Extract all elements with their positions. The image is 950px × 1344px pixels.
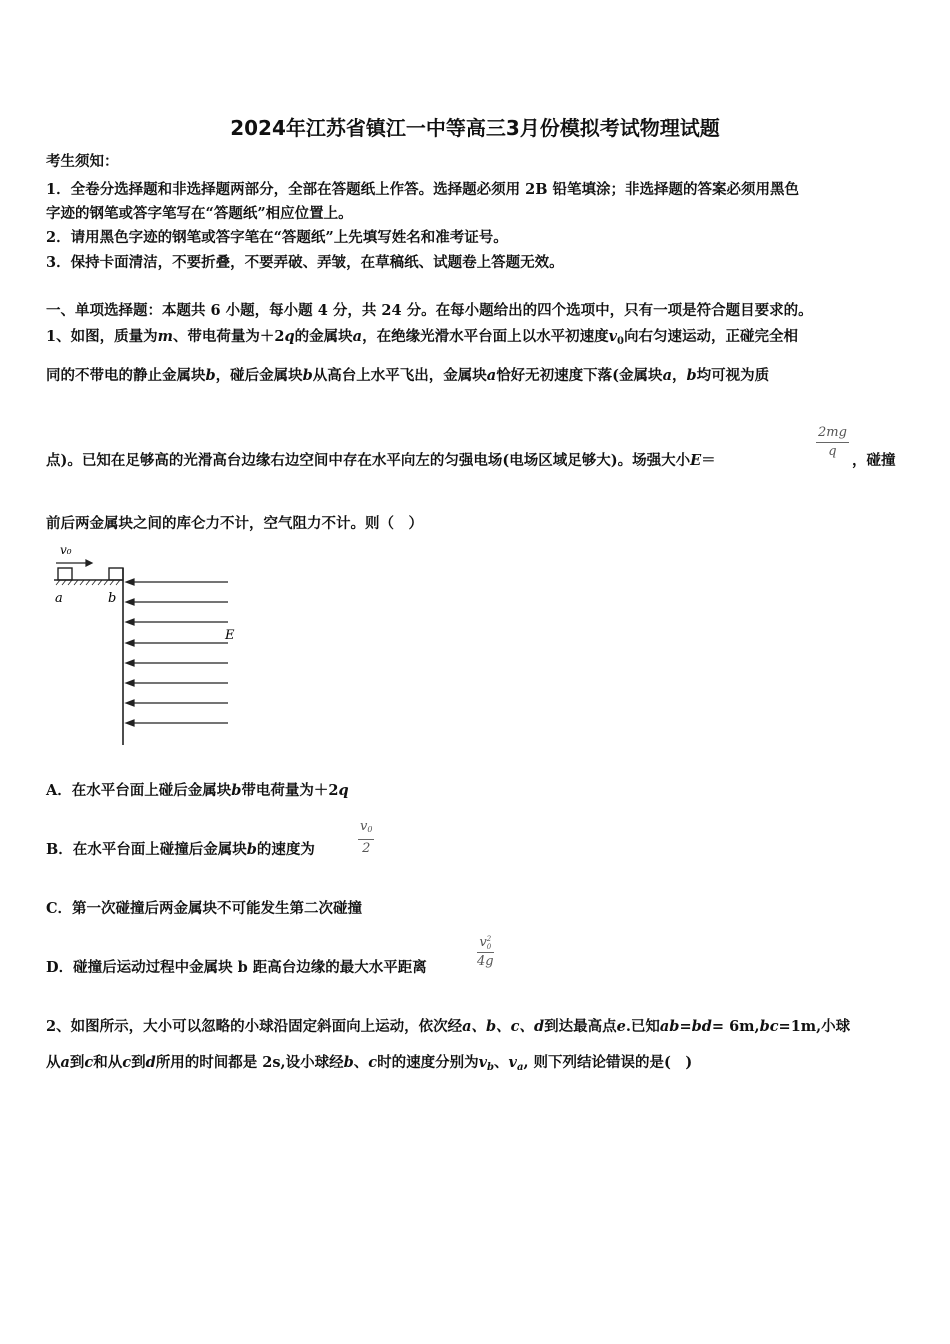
field-arrowhead [126,680,134,686]
field-arrowhead [126,579,134,585]
option-b: B．在水平台面上碰撞后金属块b的速度为 [46,841,315,858]
q1-line4: 前后两金属块之间的库仑力不计，空气阻力不计。则（ ） [46,515,423,532]
q1-line3-end: ，碰撞 [852,452,896,469]
option-a: A．在水平台面上碰后金属块b带电荷量为＋2q [46,782,349,799]
option-c: C．第一次碰撞后两金属块不可能发生第二次碰撞 [46,900,363,917]
option-d-fraction: v 2 0 4g [477,934,494,969]
a-label: a [55,591,63,606]
notice-item-1b: 字迹的钢笔或答字笔写在“答题纸”相应位置上。 [46,205,353,222]
section1-heading: 一、单项选择题：本题共 6 小题，每小题 4 分，共 24 分。在每小题给出的四个选项中，只有一项是符合题目要求的。 [46,302,813,319]
notice-heading: 考生须知： [46,153,119,170]
block-b [109,568,123,580]
notice-item-2: 2．请用黑色字迹的钢笔或答字笔在“答题纸”上先填写姓名和准考证号。 [46,229,508,246]
q1-line1: 1、如图，质量为m、带电荷量为＋2q的金属块a，在绝缘光滑水平台面上以水平初速度$v_0$向右匀速运动，正碰完全相 [46,328,798,347]
q1-figure [46,540,246,750]
notice-item-1a: 1．全卷分选择题和非选择题两部分，全部在答题纸上作答。选择题必须用 2B 铅笔填涂；非选择题的答案必须用黑色 [46,181,800,198]
notice-item-3: 3．保持卡面清洁，不要折叠，不要弄破、弄皱，在草稿纸、试题卷上答题无效。 [46,254,564,271]
field-arrowhead [126,599,134,605]
table-hatching [56,580,120,585]
field-arrowhead [126,619,134,625]
block-a [58,568,72,580]
q1-line3: 点)。已知在足够高的光滑高台边缘右边空间中存在水平向左的匀强电场(电场区域足够大)。场强大小E＝ [46,452,716,469]
q1-line2: 同的不带电的静止金属块b，碰后金属块b从高台上水平飞出，金属块a恰好无初速度下落(金属块a，b均可视为质 [46,367,770,384]
field-arrowhead [126,720,134,726]
option-b-fraction: $\frac{v0}{2}$ [360,819,373,856]
field-strength-fraction: $\frac{2mg}{q}$ [818,425,847,459]
b-label: b [108,591,117,606]
field-arrowhead [126,700,134,706]
field-arrowhead [126,640,134,646]
velocity-arrow [56,560,92,566]
electric-field-lines [126,579,228,726]
E-label: E [225,628,235,643]
page-title: 2024年江苏省镇江一中等高三3月份模拟考试物理试题 [230,116,720,140]
q2-line2: 从a到c和从c到d所用的时间都是 2s,设小球经b、c时的速度分别为$v_b$、$v_a$, 则下列结论错误的是( ) [46,1054,693,1073]
v0-label: v₀ [60,543,72,557]
option-d: D．碰撞后运动过程中金属块 b 距高台边缘的最大水平距离 [46,959,427,976]
field-arrowhead [126,660,134,666]
q2-line1: 2、如图所示，大小可以忽略的小球沿固定斜面向上运动，依次经a、b、c、d到达最高点e.已知ab=bd= 6m,bc=1m,小球 [46,1018,851,1035]
